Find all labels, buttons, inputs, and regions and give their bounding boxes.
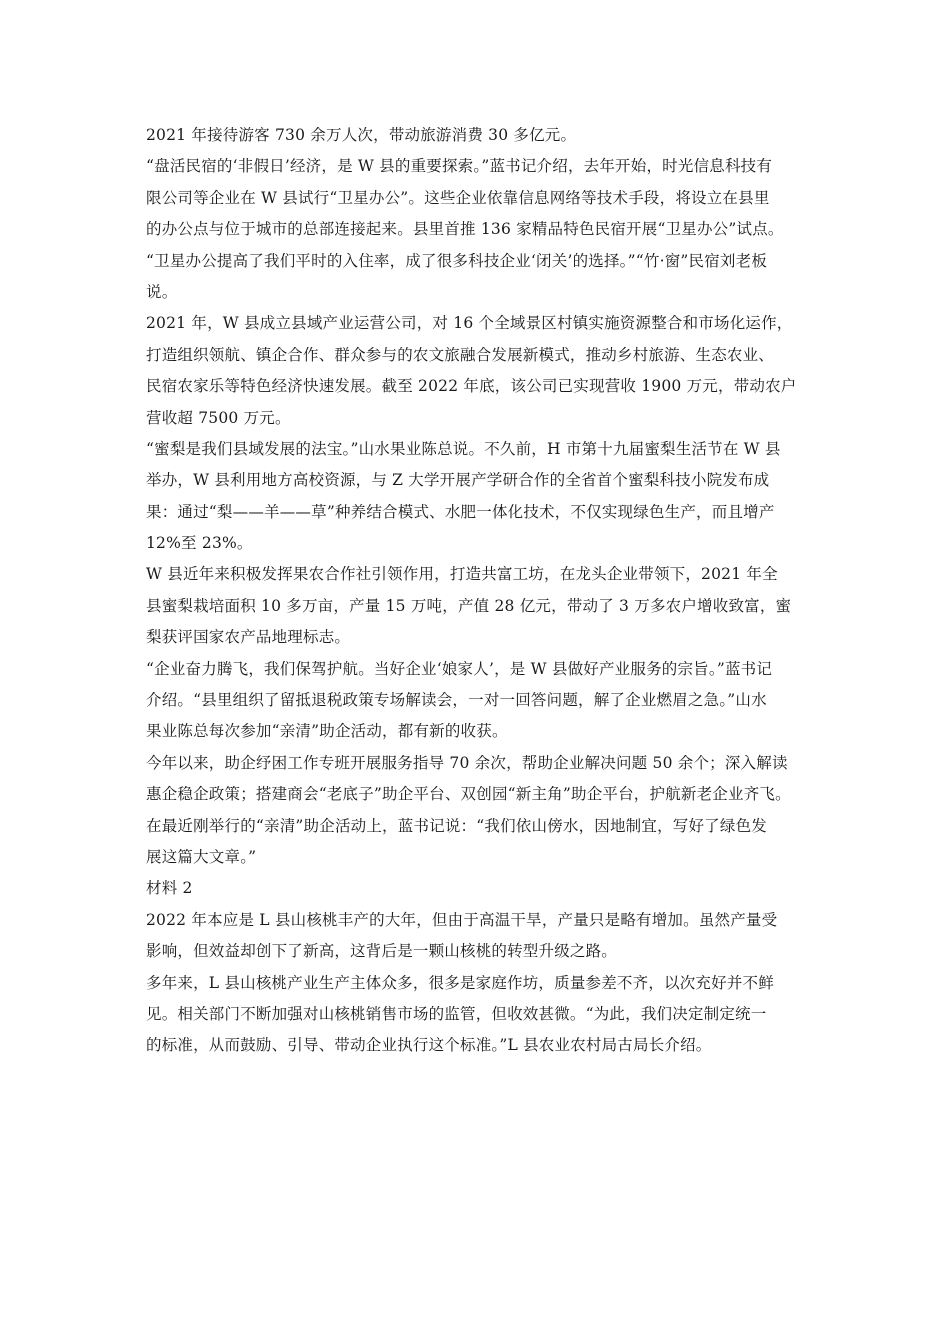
text-line: 见。相关部门不断加强对山核桃销售市场的监管，但收效甚微。“为此，我们决定制定统一	[146, 1004, 767, 1023]
text-line: 梨获评国家农产品地理标志。	[146, 628, 351, 647]
text-line: 的标准，从而鼓励、引导、带动企业执行这个标准。”L 县农业农村局古局长介绍。	[146, 1036, 712, 1055]
text-line: W 县近年来积极发挥果农合作社引领作用，打造共富工坊，在龙头企业带领下，2021 年全	[146, 565, 778, 584]
text-line: 展这篇大文章。”	[146, 847, 257, 866]
text-line: 营收超 7500 万元。	[146, 408, 291, 427]
text-line: “盘活民宿的‘非假日’经济，是 W 县的重要探索。”蓝书记介绍，去年开始，时光信息科技有	[146, 157, 773, 176]
text-line: 介绍。“县里组织了留抵退税政策专场解读会，一对一回答问题，解了企业燃眉之急。”山水	[146, 691, 767, 710]
text-line: 县蜜梨栽培面积 10 多万亩，产量 15 万吨，产值 28 亿元，带动了 3 万多农户增收致富，蜜	[146, 596, 792, 615]
text-line: 影响，但效益却创下了新高，这背后是一颗山核桃的转型升级之路。	[146, 942, 618, 961]
text-line: 果业陈总每次参加“亲清”助企活动，都有新的收获。	[146, 722, 508, 741]
text-line: 多年来，L 县山核桃产业生产主体众多，很多是家庭作坊，质量参差不齐，以次充好并不鲜	[146, 973, 774, 992]
text-line: 2021 年接待游客 730 余万人次，带动旅游消费 30 多亿元。	[146, 126, 577, 144]
text-line: 限公司等企业在 W 县试行“卫星办公”。这些企业依靠信息网络等技术手段，将设立在县里	[146, 188, 770, 207]
text-line: 说。	[146, 282, 178, 301]
text-line: “蜜梨是我们县域发展的法宝。”山水果业陈总说。不久前，H 市第十九届蜜梨生活节在 W 县	[146, 439, 781, 458]
text-line: 今年以来，助企纾困工作专班开展服务指导 70 余次，帮助企业解决问题 50 余个；深入解读	[146, 753, 788, 772]
text-line: 打造组织领航、镇企合作、群众参与的农文旅融合发展新模式，推动乡村旅游、生态农业、	[146, 345, 775, 364]
text-line: 民宿农家乐等特色经济快速发展。截至 2022 年底，该公司已实现营收 1900 万元，带动农户	[146, 377, 797, 396]
text-line: 2022 年本应是 L 县山核桃丰产的大年，但由于高温干旱，产量只是略有增加。虽然产量受	[146, 910, 778, 929]
document-body	[146, 120, 906, 1062]
text-line: 2021 年，W 县成立县域产业运营公司，对 16 个全域景区村镇实施资源整合和市场化运作，	[146, 314, 793, 333]
text-line: 举办，W 县利用地方高校资源，与 Z 大学开展产学研合作的全省首个蜜梨科技小院发布成	[146, 471, 770, 490]
text-line: 在最近刚举行的“亲清”助企活动上，蓝书记说：“我们依山傍水，因地制宜，写好了绿色发	[146, 816, 767, 835]
text-line: 果：通过“梨——羊——草”种养结合模式、水肥一体化技术，不仅实现绿色生产，而且增产	[146, 502, 775, 521]
text-line: “企业奋力腾飞，我们保驾护航。当好企业‘娘家人’，是 W 县做好产业服务的宗旨。”蓝书记	[146, 659, 773, 678]
text-line: 惠企稳企政策；搭建商会“老底子”助企平台、双创园“新主角”助企平台，护航新老企业齐飞。	[146, 785, 791, 804]
text-line: 的办公点与位于城市的总部连接起来。县里首推 136 家精品特色民宿开展“卫星办公”试点。	[146, 220, 784, 239]
section-heading: 材料 2	[146, 879, 193, 898]
text-line: “卫星办公提高了我们平时的入住率，成了很多科技企业‘闭关’的选择。”“竹·窗”民宿刘老板	[146, 251, 768, 270]
text-line: 12%至 23%。	[146, 534, 253, 553]
